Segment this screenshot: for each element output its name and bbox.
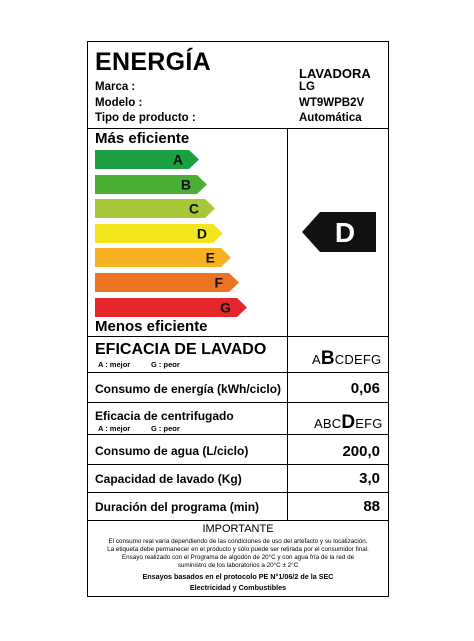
rating-letter: D [334, 217, 356, 248]
divider [88, 492, 388, 493]
efficiency-bar-letter: E [205, 249, 215, 266]
column-divider [287, 434, 288, 464]
energy-consumption-label: Consumo de energía (kWh/ciclo) [95, 382, 282, 396]
important-title: IMPORTANTE [202, 523, 274, 535]
divider [88, 128, 388, 129]
efficiency-bar-letter: B [180, 176, 191, 193]
column-divider [287, 128, 288, 336]
model-value: WT9WPB2V [299, 97, 365, 109]
notice-line: suministro de los laboratorios a 20°C ± 2°C [177, 562, 299, 569]
spin-efficiency-class: D [341, 412, 356, 433]
divider [88, 434, 388, 435]
efficiency-bar-letter: G [220, 299, 231, 316]
capacity-value: 3,0 [359, 470, 380, 487]
divider [88, 336, 388, 337]
column-divider [287, 492, 288, 520]
duration-label: Duración del programa (min) [95, 500, 260, 514]
efficiency-bar-letter: A [172, 151, 183, 168]
scale-bottom-label: Menos eficiente [95, 318, 208, 335]
divider [88, 402, 388, 403]
efficiency-bar-f [95, 273, 239, 292]
divider [88, 520, 388, 521]
brand-value: LG [299, 81, 315, 93]
product-category: LAVADORA [299, 66, 371, 81]
column-divider [287, 336, 288, 372]
efficiency-bar-shape [95, 150, 199, 169]
wash-efficiency-class: B [320, 348, 335, 369]
efficiency-bar-e [95, 248, 231, 267]
efficiency-bar-a [95, 150, 199, 169]
column-divider [287, 464, 288, 492]
capacity-label: Capacidad de lavado (Kg) [95, 472, 242, 486]
column-divider [287, 372, 288, 402]
notice-line: El consumo real varía dependiendo de las condiciones de uso del artefacto y su localización. [108, 538, 368, 545]
spin-efficiency-label: Eficacia de centrifugado [95, 409, 234, 423]
spin-efficiency-scale: ABCDEFG [314, 412, 383, 433]
wash-efficiency-title: EFICACIA DE LAVADO [95, 341, 267, 358]
label-title: ENERGÍA [95, 48, 212, 76]
product-type-label: Tipo de producto : [95, 112, 196, 124]
efficiency-bar-letter: F [214, 274, 223, 291]
product-type-value: Automática [299, 112, 362, 124]
spin-best-note: A : mejor [98, 424, 131, 433]
efficiency-bar-g [95, 298, 247, 317]
scale-top-label: Más eficiente [95, 130, 190, 147]
notice-line: La etiqueta debe permanecer en el producto y sólo puede ser retirada por el consumidor final. [107, 546, 369, 553]
wash-worst-note: G : peor [151, 360, 180, 369]
model-label: Modelo : [95, 97, 143, 109]
water-consumption-value: 200,0 [342, 443, 380, 460]
energy-consumption-value: 0,06 [350, 380, 380, 397]
protocol-note: Electricidad y Combustibles [189, 583, 287, 592]
efficiency-bar-letter: D [196, 225, 207, 242]
energy-label [87, 41, 389, 597]
column-divider [287, 402, 288, 434]
divider [88, 464, 388, 465]
duration-value: 88 [363, 498, 380, 515]
divider [88, 372, 388, 373]
wash-efficiency-scale: ABCDEFG [312, 348, 382, 369]
efficiency-bar-c [95, 199, 215, 218]
rating-indicator [302, 212, 376, 257]
protocol-note: Ensayos basados en el protocolo PE N°1/06/2 de la SEC [142, 572, 334, 581]
spin-worst-note: G : peor [151, 424, 180, 433]
efficiency-bar-b [95, 175, 207, 194]
notice-line: Ensayo realizado con el Programa de algodón de 20°C y con agua fría de la red de [121, 554, 355, 561]
wash-best-note: A : mejor [98, 360, 131, 369]
brand-label: Marca : [95, 81, 136, 93]
water-consumption-label: Consumo de agua (L/ciclo) [95, 444, 249, 458]
efficiency-bar-letter: C [188, 200, 199, 217]
efficiency-bar-d [95, 224, 223, 243]
